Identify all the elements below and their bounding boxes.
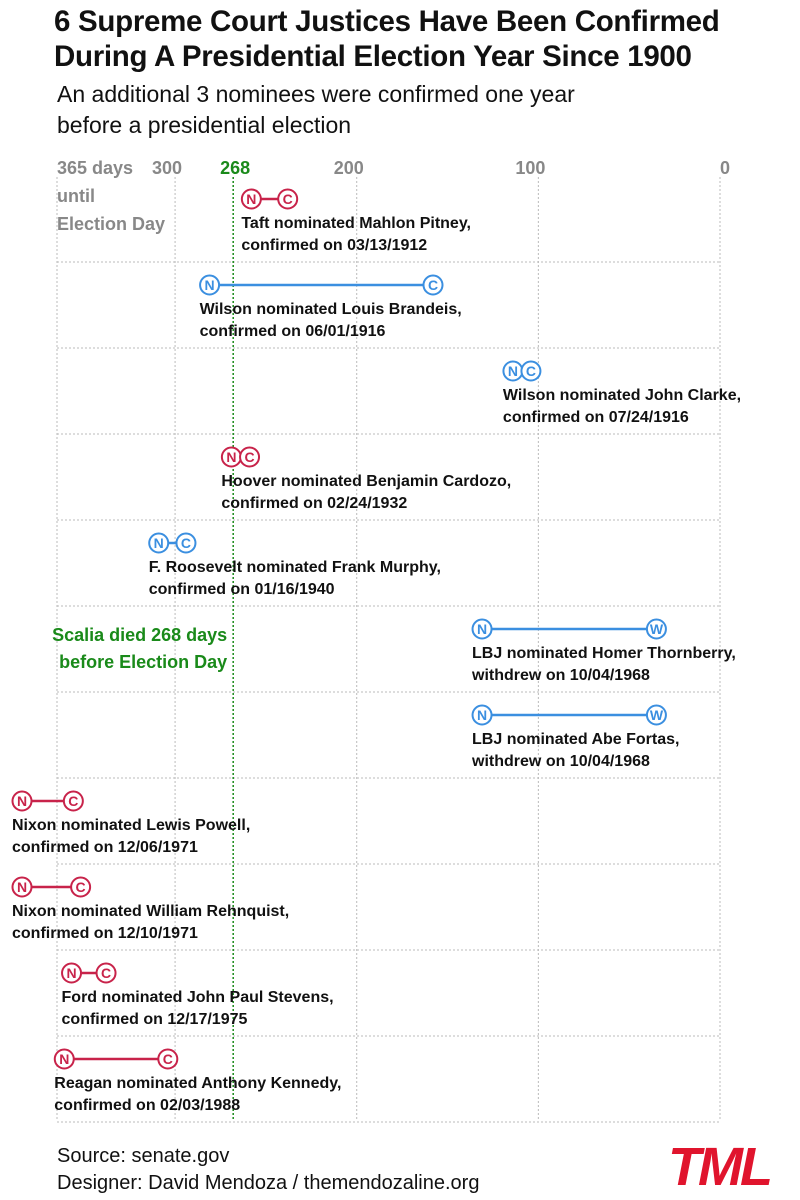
nomination-marker-letter: N: [59, 1051, 70, 1067]
confirmation-marker-letter: C: [244, 449, 255, 465]
confirmation-marker-letter: C: [282, 191, 293, 207]
nomination-marker-letter: N: [226, 449, 237, 465]
nomination-label: confirmed on 06/01/1916: [199, 323, 386, 340]
nomination-marker-letter: N: [246, 191, 257, 207]
nomination-label: confirmed on 12/06/1971: [12, 839, 198, 856]
x-tick-label: 0: [719, 158, 731, 178]
nomination-label: Nixon nominated William Rehnquist,: [12, 903, 290, 920]
nomination-label: confirmed on 07/24/1916: [502, 409, 689, 426]
nomination-label: confirmed on 12/17/1975: [61, 1011, 248, 1028]
nomination-marker-letter: N: [153, 535, 164, 551]
nomination-label: Wilson nominated Louis Brandeis,: [199, 301, 462, 318]
nomination-label: LBJ nominated Abe Fortas,: [472, 731, 680, 748]
chart-subtitle-line: before a presidential election: [57, 112, 352, 138]
scalia-note: Scalia died 268 days: [52, 625, 228, 645]
nomination-label: confirmed on 02/03/1988: [54, 1097, 241, 1114]
nomination-label: Hoover nominated Benjamin Cardozo,: [221, 473, 512, 490]
x-axis-unit-label: until: [57, 186, 95, 206]
confirmation-marker-letter: C: [75, 879, 86, 895]
withdrawal-marker-letter: W: [649, 707, 664, 723]
source-credit: Source: senate.gov: [57, 1145, 230, 1167]
x-tick-label: 100: [515, 158, 546, 178]
nomination-label: Ford nominated John Paul Stevens,: [61, 989, 334, 1006]
nomination-marker-letter: N: [204, 277, 215, 293]
nomination-marker-letter: N: [476, 707, 488, 723]
nomination-label: confirmed on 03/13/1912: [241, 237, 428, 254]
designer-credit: Designer: David Mendoza / themendozaline.org: [57, 1172, 480, 1194]
chart-title-line: 6 Supreme Court Justices Have Been Confirmed: [54, 5, 720, 38]
chart-subtitle-line: An additional 3 nominees were confirmed one year: [57, 81, 575, 107]
withdrawal-marker-letter: W: [649, 621, 664, 637]
nomination-label: Reagan nominated Anthony Kennedy,: [54, 1075, 342, 1092]
x-tick-label: 300: [152, 158, 183, 178]
nomination-label: confirmed on 02/24/1932: [221, 495, 408, 512]
chart-title-line: During A Presidential Election Year Since 1900: [54, 40, 692, 73]
nomination-label: withdrew on 10/04/1968: [472, 667, 650, 684]
confirmation-marker-letter: C: [100, 965, 112, 981]
nomination-marker-letter: N: [16, 793, 28, 809]
nomination-marker-letter: N: [16, 879, 28, 895]
nomination-label: Nixon nominated Lewis Powell,: [12, 817, 251, 834]
confirmation-marker-letter: C: [68, 793, 79, 809]
scalia-tick-label: 268: [220, 158, 251, 178]
nomination-label: withdrew on 10/04/1968: [472, 753, 650, 770]
nomination-label: confirmed on 12/10/1971: [12, 925, 198, 942]
confirmation-marker-letter: C: [427, 277, 439, 293]
confirmation-marker-letter: C: [525, 363, 536, 379]
confirmation-marker-letter: C: [162, 1051, 173, 1067]
nomination-label: Wilson nominated John Clarke,: [502, 387, 742, 404]
x-tick-label: 200: [333, 158, 364, 178]
nomination-label: Taft nominated Mahlon Pitney,: [241, 215, 471, 232]
nomination-label: LBJ nominated Homer Thornberry,: [472, 645, 736, 662]
nomination-marker-letter: N: [507, 363, 518, 379]
x-tick-label: 365 days: [57, 158, 134, 178]
confirmation-marker-letter: C: [180, 535, 192, 551]
footer: [57, 1143, 479, 1197]
nomination-marker-letter: N: [66, 965, 77, 981]
nomination-label: confirmed on 01/16/1940: [148, 581, 335, 598]
tml-logo: TML: [668, 1137, 770, 1197]
scalia-note: before Election Day: [59, 652, 228, 672]
nomination-marker-letter: N: [476, 621, 488, 637]
nomination-label: F. Roosevelt nominated Frank Murphy,: [148, 559, 441, 576]
x-axis-unit-label: Election Day: [57, 214, 166, 234]
